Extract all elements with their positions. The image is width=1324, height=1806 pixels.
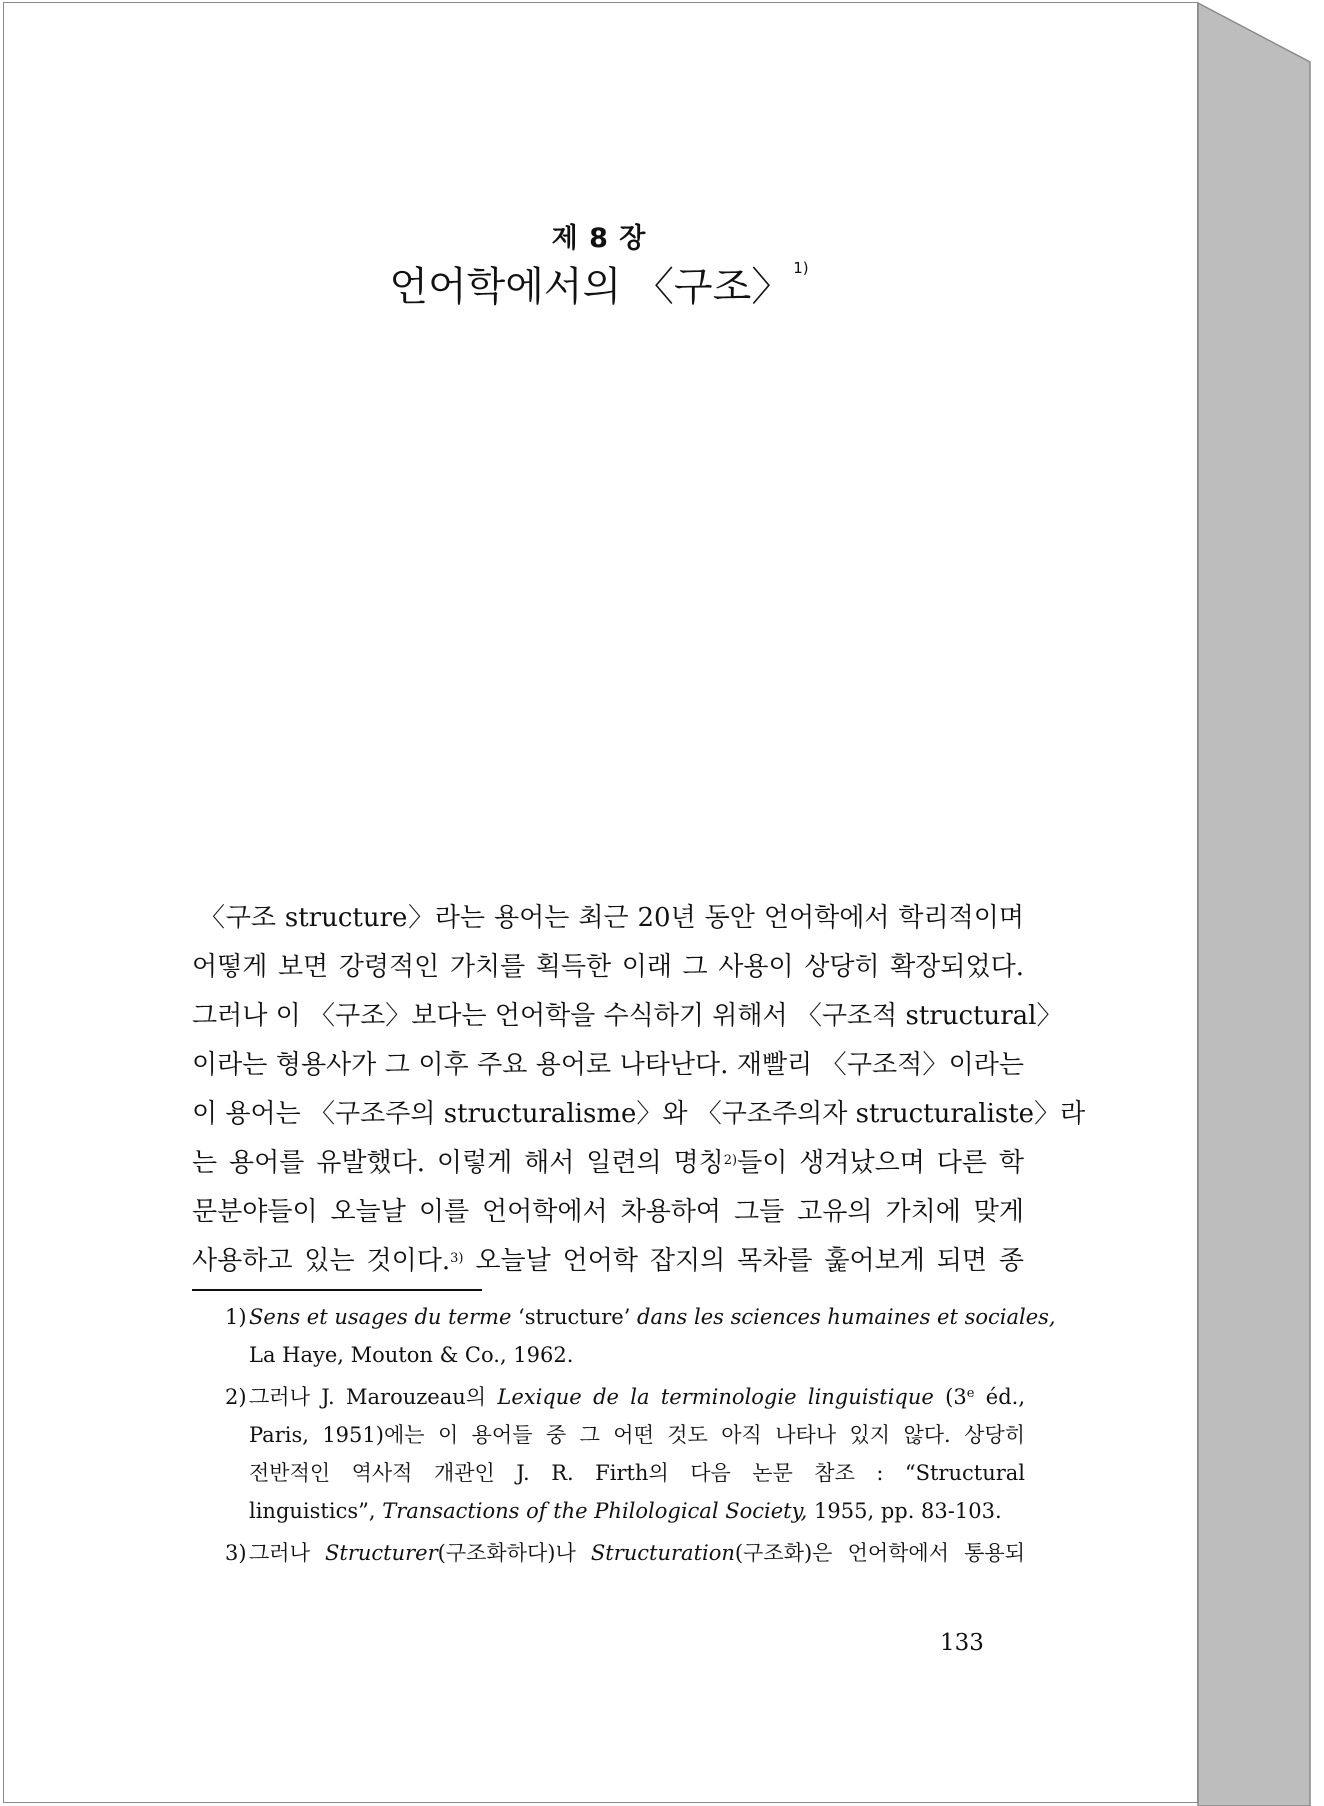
body-line-part: 오늘날 언어학 잡지의 목차를 훑어보게 되면 종 bbox=[475, 1246, 1025, 1276]
footnote-text: linguistics”, bbox=[249, 1499, 383, 1523]
citation-term: ‘structure’ bbox=[511, 1305, 638, 1329]
footnote-ref-3: 3) bbox=[450, 1251, 464, 1266]
footnote-line bbox=[249, 1492, 1025, 1530]
body-line: 어떻게 보면 강령적인 가치를 획득한 이래 그 사용이 상당히 확장되었다. bbox=[192, 952, 1024, 982]
chapter-title-text: 언어학에서의 〈구조〉 bbox=[389, 264, 792, 310]
body-line bbox=[192, 1139, 1024, 1188]
footnote-line: La Haye, Mouton & Co., 1962. bbox=[249, 1343, 574, 1367]
footnote-line bbox=[249, 1534, 1025, 1572]
page-number: 133 bbox=[940, 1630, 984, 1656]
footnote-rule bbox=[192, 1289, 482, 1291]
body-line: 그러나 이 〈구조〉보다는 언어학을 수식하기 위해서 〈구조적 structural〉 bbox=[192, 1001, 1063, 1031]
footnote-2 bbox=[225, 1378, 1025, 1530]
footnote-3 bbox=[225, 1534, 1025, 1572]
chapter-title bbox=[4, 255, 1194, 312]
footnote-text: 1955, pp. 83-103. bbox=[807, 1499, 1002, 1523]
citation-title: Sens et usages du terme bbox=[249, 1305, 512, 1329]
footnote-ref-1: 1) bbox=[793, 259, 809, 277]
footnote-text: (3 bbox=[933, 1385, 967, 1409]
footnote-text: éd., bbox=[974, 1385, 1025, 1409]
footnote-text: 그러나 J. Marouzeau의 bbox=[249, 1385, 498, 1409]
footnote-number: 3) bbox=[225, 1541, 247, 1565]
footnote-line: 전반적인 역사적 개관인 J. R. Firth의 다음 논문 참조 : “Structural bbox=[249, 1461, 1025, 1485]
footnote-line: Paris, 1951)에는 이 용어들 중 그 어떤 것도 아직 나타나 있지 않다. 상당히 bbox=[249, 1423, 1025, 1447]
chapter-number: 제 8 장 bbox=[551, 223, 647, 254]
footnote-text: (구조화)은 언어학에서 통용되 bbox=[734, 1541, 1025, 1565]
body-line: 이 용어는 〈구조주의 structuralisme〉와 〈구조주의자 structuraliste〉라 bbox=[192, 1099, 1086, 1129]
footnote-number: 1) bbox=[225, 1305, 247, 1329]
footnotes bbox=[225, 1298, 1056, 1576]
footnote-ref-2: 2) bbox=[723, 1153, 738, 1168]
citation-term: Structuration bbox=[590, 1541, 735, 1565]
footnote-number: 2) bbox=[225, 1385, 247, 1409]
citation-title: dans les sciences humaines et sociales, bbox=[637, 1305, 1056, 1329]
footnote-line bbox=[249, 1298, 1056, 1336]
footnote-1 bbox=[225, 1298, 1056, 1374]
body-line-part: 는 용어를 유발했다. 이렇게 해서 일련의 명칭 bbox=[192, 1148, 724, 1178]
citation-term: Structurer bbox=[325, 1541, 438, 1565]
body-line-part: 들이 생겨났으며 다른 학 bbox=[737, 1148, 1024, 1178]
body-line: 이라는 형용사가 그 이후 주요 용어로 나타난다. 재빨리 〈구조적〉이라는 bbox=[192, 1050, 1024, 1080]
footnote-text: 그러나 bbox=[249, 1541, 326, 1565]
body-line: 〈구조 structure〉라는 용어는 최근 20년 동안 언어학에서 학리적이며 bbox=[199, 903, 1024, 933]
footnote-line bbox=[249, 1378, 1025, 1416]
body-line-part: 사용하고 있는 것이다. bbox=[192, 1246, 451, 1276]
footnote-text: (구조화하다)나 bbox=[437, 1541, 591, 1565]
body-line bbox=[192, 1237, 1024, 1286]
edition-superscript: e bbox=[966, 1386, 975, 1401]
citation-title: Transactions of the Philological Society, bbox=[382, 1499, 808, 1523]
citation-title: Lexique de la terminologie linguistique bbox=[497, 1385, 934, 1409]
body-text bbox=[192, 894, 1086, 1286]
body-line: 문분야들이 오늘날 이를 언어학에서 차용하여 그들 고유의 가치에 맞게 bbox=[192, 1197, 1024, 1227]
